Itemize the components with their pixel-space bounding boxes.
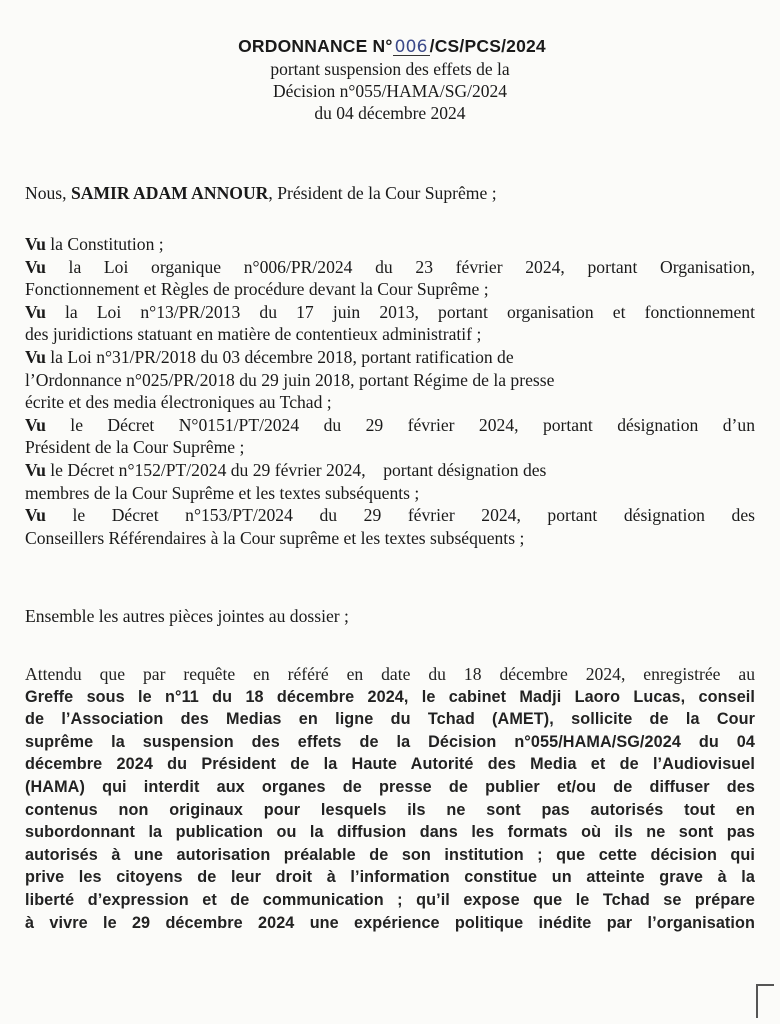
visa-text: le Décret n°153/PT/2024 du 29 février 2024, portant désignation des [45, 505, 755, 526]
attendu-line: prive les citoyens de leur droit à l’information constitue un atteinte grave à la [25, 868, 755, 887]
attendu-line: autorisés à une autorisation préalable de son institution ; que cette décision qui [25, 845, 755, 864]
visa-line [25, 504, 755, 527]
visa-text: membres de la Cour Suprême et les textes subséquents ; [25, 482, 420, 503]
visa-line [25, 436, 755, 459]
vu-keyword: Vu [25, 256, 46, 277]
visa-line [25, 527, 755, 550]
visas-block [25, 233, 755, 549]
visa-text: Président de la Cour Suprême ; [25, 437, 245, 458]
attendu-line: contenus non originaux pour lesquels ils ne sont pas autorisés tout en [25, 800, 755, 819]
visa-text: le Décret N°0151/PT/2024 du 29 février 2024, portant désignation d’un [45, 414, 755, 435]
visa-text: le Décret n°152/PT/2024 du 29 février 2024, portant désignation des [45, 459, 547, 480]
visa-line [25, 278, 755, 301]
attendu-line: décembre 2024 du Président de la Haute Autorité des Media et de l’Audiovisuel [25, 755, 755, 774]
visa-text: la Loi organique n°006/PR/2024 du 23 février 2024, portant Organisation, [45, 256, 755, 277]
handwritten-number: 006 [394, 37, 428, 57]
ensemble-paragraph [25, 605, 755, 628]
subtitle-line: portant suspension des effets de la [270, 59, 510, 79]
visa-line [25, 482, 755, 505]
vu-keyword: Vu [25, 301, 46, 322]
nous-prefix: Nous, [25, 183, 71, 203]
visa-text: l’Ordonnance n°025/PR/2018 du 29 juin 2018, portant Régime de la presse [25, 369, 555, 390]
visa-text: écrite et des media électroniques au Tchad ; [25, 392, 332, 413]
attendu-paragraph [25, 663, 755, 934]
attendu-line: (HAMA) qui interdit aux organes de presse de publier et/ou de diffuser des [25, 777, 755, 796]
visa-line [25, 346, 755, 369]
ordonnance-title [4, 34, 780, 58]
visa-text: la Loi n°13/PR/2013 du 17 juin 2013, portant organisation et fonctionnement [45, 301, 755, 322]
visa-line [25, 301, 755, 324]
visa-line [25, 323, 755, 346]
vu-keyword: Vu [25, 505, 46, 526]
attendu-line: suprême la suspension des effets de la Décision n°055/HAMA/SG/2024 du 04 [25, 732, 755, 751]
vu-keyword: Vu [25, 346, 46, 367]
nous-suffix: , Président de la Cour Suprême ; [268, 183, 497, 203]
vu-keyword: Vu [25, 234, 46, 254]
attendu-line: liberté d’expression et de communication ; qu’il expose que le Tchad se prépare [25, 890, 755, 909]
document-header [0, 34, 780, 124]
visa-text: Conseillers Référendaires à la Cour suprême et les textes subséquents ; [25, 527, 525, 548]
nous-paragraph [25, 182, 755, 205]
page-corner-mark [756, 984, 774, 1018]
title-prefix: ORDONNANCE N° [238, 36, 393, 56]
attendu-line: Attendu que par requête en référé en date du 18 décembre 2024, enregistrée au [25, 664, 755, 684]
vu-keyword: Vu [25, 414, 46, 435]
visa-line [25, 369, 755, 392]
president-name: SAMIR ADAM ANNOUR [70, 183, 269, 203]
visa-line [25, 414, 755, 437]
visa-line [25, 391, 755, 414]
subtitle-line: Décision n°055/HAMA/SG/2024 [272, 81, 507, 101]
attendu-line: Greffe sous le n°11 du 18 décembre 2024, le cabinet Madji Laoro Lucas, conseil [25, 687, 755, 706]
attendu-line: à vivre le 29 décembre 2024 une expérience politique inédite par l’organisation [25, 913, 755, 932]
attendu-line: subordonnant la publication ou la diffusion dans les formats où ils ne sont pas [25, 823, 755, 842]
visa-line [25, 256, 755, 279]
attendu-line: de l’Association des Medias en ligne du Tchad (AMET), sollicite de la Cour [25, 710, 755, 729]
visa-text: la Constitution ; [45, 234, 164, 254]
visa-line [25, 459, 755, 482]
vu-keyword: Vu [25, 459, 46, 480]
visa-text: des juridictions statuant en matière de contentieux administratif ; [25, 324, 482, 345]
title-suffix: /CS/PCS/2024 [429, 36, 546, 56]
visa-text: Fonctionnement et Règles de procédure devant la Cour Suprême ; [25, 279, 489, 300]
subtitle-line: du 04 décembre 2024 [314, 103, 466, 123]
ensemble-text: Ensemble les autres pièces jointes au dossier ; [25, 606, 349, 626]
visa-line [25, 233, 755, 256]
visa-text: la Loi n°31/PR/2018 du 03 décembre 2018, portant ratification de [45, 346, 514, 367]
